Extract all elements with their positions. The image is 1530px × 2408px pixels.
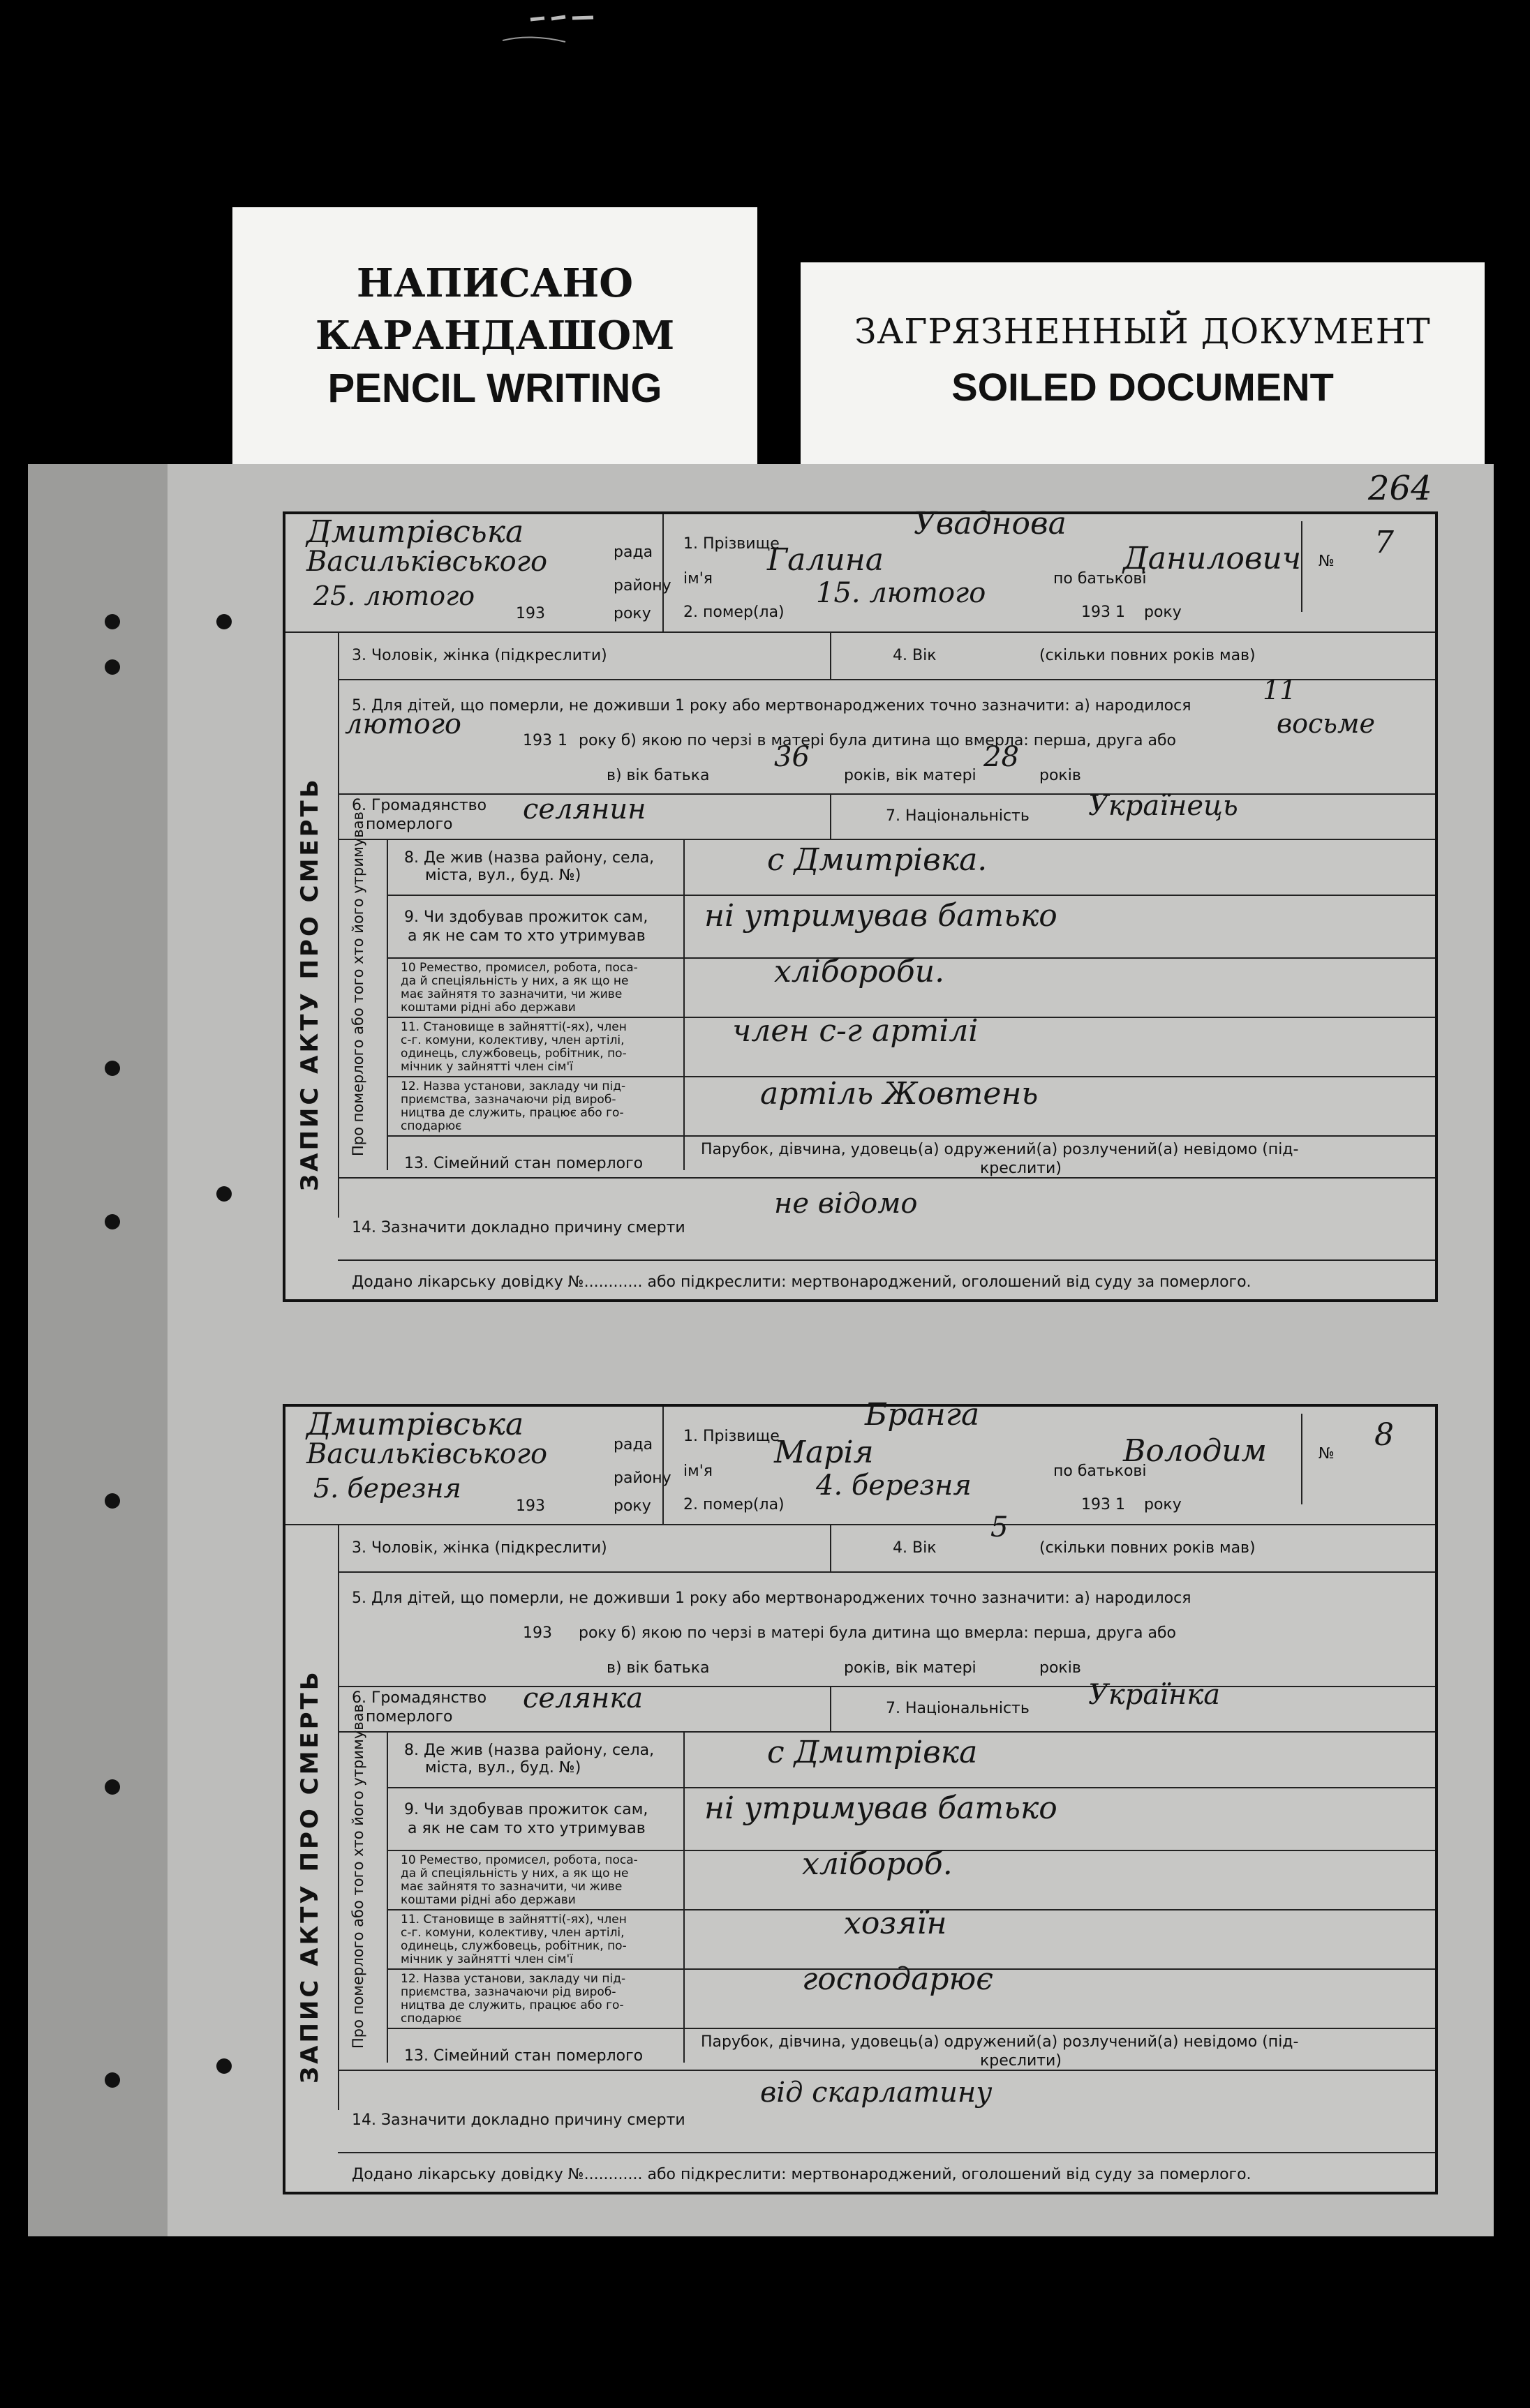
year-label: 193 — [516, 1497, 545, 1515]
form-footer: Додано лікарську довідку №............ або підкреслити: мертвонароджений, оголошений від суду за померлого. — [352, 1273, 1252, 1291]
birth-order-value: восьме — [1277, 708, 1375, 739]
pencil-label-ru-2: КАРАНДАШОМ — [315, 313, 675, 359]
death-cause-value: від скарлатину — [760, 2077, 993, 2109]
surname-value: Уваднова — [914, 506, 1067, 541]
record-number: 8 — [1374, 1417, 1394, 1453]
workplace-value: господарює — [802, 1961, 993, 1997]
punch-hole — [216, 2058, 232, 2074]
field-5-line2: року б) якою по черзі в матері була дитина що вмерла: перша, друга або — [579, 1624, 1176, 1642]
residence-value: с Дмитрівка — [767, 1735, 978, 1770]
workplace-value: артіль Жовтень — [760, 1076, 1039, 1112]
field-12-label-4: сподарює — [401, 2012, 462, 2026]
citizenship-value: селянин — [523, 793, 646, 825]
field-8-label: 8. Де жив (назва району, села, — [404, 849, 655, 867]
field-3-label: 3. Чоловік, жінка (підкреслити) — [352, 647, 607, 664]
field-11-label: 11. Становище в зайнятті(-ях), член — [401, 1913, 627, 1927]
field-12-label-3: ництва де служить, працює або го- — [401, 1998, 624, 2012]
field-12-label: 12. Назва установи, закладу чи під- — [401, 1972, 626, 1986]
field-7-label: 7. Національність — [886, 1700, 1030, 1717]
field-5-mother: років, вік матері — [844, 767, 976, 784]
field-5-year: 193 — [523, 732, 552, 749]
record-side-subtitle: Про померлого або того хто його утримував — [350, 812, 366, 1156]
field-6-label: 6. Громадянство — [352, 797, 487, 814]
patronymic-value: Данилович — [1123, 541, 1302, 576]
rada-label: рада — [614, 1436, 653, 1453]
field-8-label-2: міста, вул., буд. №) — [425, 867, 581, 884]
field-12-label-2: приємства, зазначаючи рід вироб- — [401, 1985, 616, 1999]
field-10-label-2: да й спеціяльність у них, а як що не — [401, 974, 629, 988]
name-label: ім'я — [683, 1463, 713, 1480]
surname-label: 1. Прізвище — [683, 535, 780, 553]
field-9-label-2: а як не сам то хто утримував — [408, 1820, 646, 1837]
field-12-label: 12. Назва установи, закладу чи під- — [401, 1079, 626, 1093]
livelihood-value: ні утримував батько — [704, 1790, 1057, 1826]
registration-date-value: 5. березня — [313, 1473, 461, 1504]
field-10-label: 10 Ремество, промисел, робота, поса- — [401, 1853, 638, 1867]
field-5-roky: років — [1039, 767, 1081, 784]
died-year: 193 1 — [1081, 604, 1125, 621]
field-10-label: 10 Ремество, промисел, робота, поса- — [401, 961, 638, 975]
roku-label: року — [614, 1497, 651, 1515]
raion-value: Васильківського — [306, 546, 548, 578]
field-11-label-2: с-г. комуни, колективу, член артілі, — [401, 1033, 625, 1047]
occupation-value: хлібороб. — [802, 1846, 953, 1882]
died-value: 15. лютого — [816, 577, 986, 609]
died-roku-label: року — [1144, 1496, 1182, 1513]
field-13-options-2: креслити) — [980, 1160, 1062, 1177]
record-number: 7 — [1374, 525, 1394, 560]
field-9-label-2: а як не сам то хто утримував — [408, 927, 646, 945]
died-year: 193 1 — [1081, 1496, 1125, 1513]
patronymic-value: Володим — [1123, 1433, 1268, 1469]
number-label: № — [1319, 1445, 1335, 1463]
pencil-label-en: PENCIL WRITING — [327, 366, 662, 411]
field-4-label: 4. Вік — [893, 1539, 937, 1557]
rada-label: рада — [614, 544, 653, 561]
field-5-father: в) вік батька — [607, 767, 710, 784]
punch-hole — [105, 2072, 120, 2088]
livelihood-value: ні утримував батько — [704, 898, 1057, 934]
punch-hole — [105, 1779, 120, 1795]
field-13-label: 13. Сімейний стан померлого — [404, 2047, 644, 2065]
field-4-suffix: (скільки повних років мав) — [1039, 1539, 1256, 1557]
field-6-label-2: померлого — [366, 1708, 453, 1726]
field-12-label-3: ництва де служить, працює або го- — [401, 1106, 624, 1120]
death-record-form-2 — [283, 1397, 1438, 2194]
year-label: 193 — [516, 605, 545, 622]
died-label: 2. помер(ла) — [683, 1496, 785, 1513]
patronymic-label: по батькові — [1053, 570, 1147, 588]
field-10-label-4: коштами рідні або держави — [401, 1001, 576, 1015]
field-10-label-2: да й спеціяльність у них, а як що не — [401, 1867, 629, 1880]
page-number: 264 — [1368, 469, 1432, 508]
soiled-label-ru: ЗАГРЯЗНЕННЫЙ ДОКУМЕНТ — [854, 311, 1431, 352]
punch-hole — [216, 614, 232, 629]
field-8-label: 8. Де жив (назва району, села, — [404, 1742, 655, 1759]
residence-value: с Дмитрівка. — [767, 842, 988, 878]
punch-hole — [105, 1493, 120, 1509]
punch-hole — [105, 659, 120, 675]
field-9-label: 9. Чи здобував прожиток сам, — [404, 908, 648, 926]
field-4-suffix: (скільки повних років мав) — [1039, 647, 1256, 664]
scratch-mark — [503, 13, 628, 47]
field-11-label-2: с-г. комуни, колективу, член артілі, — [401, 1926, 625, 1940]
raion-label: району — [614, 1470, 671, 1487]
record-side-title: ЗАПИС АКТУ ПРО СМЕРТЬ — [296, 777, 324, 1191]
field-13-options: Парубок, дівчина, удовець(а) одружений(а) розлучений(а) невідомо (під- — [701, 1141, 1299, 1158]
death-record-form-1 — [283, 506, 1438, 1302]
binding-spine — [28, 464, 168, 2236]
field-10-label-3: має зайнятя то зазначити, чи живе — [401, 1880, 623, 1894]
field-5-father: в) вік батька — [607, 1659, 710, 1677]
name-label: ім'я — [683, 570, 713, 588]
field-14-label: 14. Зазначити докладно причину смерти — [352, 1219, 685, 1236]
citizenship-value: селянка — [523, 1682, 644, 1714]
born-day-value: 11 — [1263, 675, 1297, 705]
punch-hole — [105, 1061, 120, 1076]
field-11-label: 11. Становище в зайнятті(-ях), член — [401, 1020, 627, 1034]
name-value: Марія — [774, 1435, 874, 1470]
name-value: Галина — [767, 542, 884, 578]
field-12-label-4: сподарює — [401, 1119, 462, 1133]
died-roku-label: року — [1144, 604, 1182, 621]
age-value: 5 — [990, 1511, 1009, 1543]
field-5-line1: 5. Для дітей, що померли, не доживши 1 року або мертвонароджених точно зазначити: а) народилося — [352, 697, 1191, 715]
field-6-label-2: померлого — [366, 816, 453, 833]
pencil-label-ru-1: НАПИСАНО — [356, 260, 634, 306]
pencil-writing-label — [232, 207, 757, 469]
field-12-label-2: приємства, зазначаючи рід вироб- — [401, 1093, 616, 1107]
field-13-options: Парубок, дівчина, удовець(а) одружений(а) розлучений(а) невідомо (під- — [701, 2033, 1299, 2051]
field-10-label-3: має зайнятя то зазначити, чи живе — [401, 987, 623, 1001]
born-month-value: лютого — [345, 708, 461, 740]
record-side-subtitle: Про померлого або того хто його утримував — [350, 1704, 366, 2049]
field-7-label: 7. Національність — [886, 807, 1030, 825]
field-8-label-2: міста, вул., буд. №) — [425, 1759, 581, 1777]
punch-hole — [105, 614, 120, 629]
field-13-options-2: креслити) — [980, 2052, 1062, 2070]
field-5-year: 193 — [523, 1624, 552, 1642]
number-label: № — [1319, 553, 1335, 570]
field-5-mother: років, вік матері — [844, 1659, 976, 1677]
raion-label: району — [614, 577, 671, 594]
field-5-line1: 5. Для дітей, що померли, не доживши 1 року або мертвонароджених точно зазначити: а) народилося — [352, 1590, 1191, 1607]
field-11-label-4: мічник у зайнятті член сім'ї — [401, 1060, 573, 1074]
employment-status-value: хозяїн — [844, 1906, 947, 1941]
soiled-label-en: SOILED DOCUMENT — [951, 365, 1334, 409]
father-age-value: 36 — [774, 741, 810, 773]
field-3-label: 3. Чоловік, жінка (підкреслити) — [352, 1539, 607, 1557]
field-11-label-4: мічник у зайнятті член сім'ї — [401, 1952, 573, 1966]
form-footer: Додано лікарську довідку №............ або підкреслити: мертвонароджений, оголошений від суду за померлого. — [352, 2166, 1252, 2183]
rada-value: Дмитрівська — [306, 514, 524, 550]
mother-age-value: 28 — [983, 741, 1019, 773]
punch-hole — [216, 1186, 232, 1202]
field-10-label-4: коштами рідні або держави — [401, 1893, 576, 1907]
occupation-value: хлібороби. — [774, 954, 945, 989]
registration-date-value: 25. лютого — [313, 581, 475, 611]
rada-value: Дмитрівська — [306, 1407, 524, 1442]
raion-value: Васильківського — [306, 1438, 548, 1470]
field-11-label-3: одинець, службовець, робітник, по- — [401, 1047, 627, 1061]
death-cause-value: не відомо — [774, 1188, 918, 1220]
died-value: 4. березня — [816, 1470, 972, 1502]
punch-hole — [105, 1214, 120, 1229]
field-6-label: 6. Громадянство — [352, 1689, 487, 1707]
field-4-label: 4. Вік — [893, 647, 937, 664]
field-9-label: 9. Чи здобував прожиток сам, — [404, 1801, 648, 1818]
roku-label: року — [614, 605, 651, 622]
surname-value: Бранга — [865, 1397, 980, 1433]
died-label: 2. помер(ла) — [683, 604, 785, 621]
soiled-document-label — [801, 262, 1485, 469]
nationality-value: Українка — [1088, 1679, 1221, 1711]
field-13-label: 13. Сімейний стан померлого — [404, 1155, 644, 1172]
field-5-line2: року б) якою по черзі в матері була дитина що вмерла: перша, друга або — [579, 732, 1176, 749]
employment-status-value: член с-г артілі — [732, 1013, 979, 1049]
field-11-label-3: одинець, службовець, робітник, по- — [401, 1939, 627, 1953]
surname-label: 1. Прізвище — [683, 1428, 780, 1445]
field-5-year-suffix: 1 — [558, 732, 567, 749]
nationality-value: Українець — [1088, 790, 1238, 822]
patronymic-label: по батькові — [1053, 1463, 1147, 1480]
field-5-roky: років — [1039, 1659, 1081, 1677]
field-14-label: 14. Зазначити докладно причину смерти — [352, 2111, 685, 2129]
record-side-title: ЗАПИС АКТУ ПРО СМЕРТЬ — [296, 1669, 324, 2084]
